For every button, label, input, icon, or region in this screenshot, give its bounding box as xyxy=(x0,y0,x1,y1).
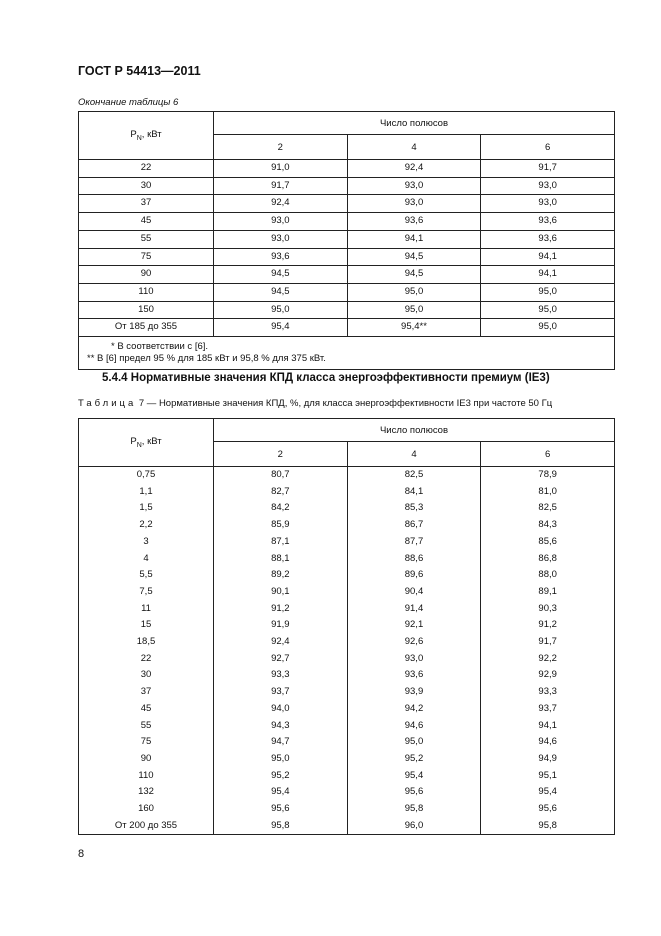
table-row xyxy=(79,584,615,601)
power-cell: 90 xyxy=(79,266,214,284)
table-row xyxy=(79,701,615,718)
table-row xyxy=(79,484,615,501)
table-row xyxy=(79,230,615,248)
efficiency-cell: 85,9 xyxy=(214,517,348,534)
efficiency-cell: 95,4 xyxy=(347,768,481,785)
efficiency-cell: 89,6 xyxy=(347,567,481,584)
table-row xyxy=(79,768,615,785)
power-cell: 4 xyxy=(79,551,214,568)
efficiency-cell: 91,9 xyxy=(214,617,348,634)
efficiency-cell: 92,7 xyxy=(214,651,348,668)
note-1: * В соответствии с [6]. xyxy=(111,341,209,353)
table-row xyxy=(79,283,615,301)
table-row xyxy=(79,160,615,178)
efficiency-cell: 93,6 xyxy=(347,213,481,231)
power-cell: 7,5 xyxy=(79,584,214,601)
efficiency-cell: 95,4 xyxy=(214,784,348,801)
power-cell: 110 xyxy=(79,768,214,785)
power-cell: 11 xyxy=(79,601,214,618)
power-cell: 0,75 xyxy=(79,467,214,484)
efficiency-cell: 93,6 xyxy=(347,667,481,684)
efficiency-cell: 95,0 xyxy=(481,283,615,301)
table-row xyxy=(79,266,615,284)
efficiency-cell: 93,9 xyxy=(347,684,481,701)
efficiency-cell: 91,2 xyxy=(214,601,348,618)
efficiency-cell: 94,5 xyxy=(347,266,481,284)
efficiency-cell: 95,0 xyxy=(347,734,481,751)
efficiency-cell: 91,4 xyxy=(347,601,481,618)
table-row xyxy=(79,301,615,319)
efficiency-cell: 82,7 xyxy=(214,484,348,501)
efficiency-cell: 95,6 xyxy=(347,784,481,801)
efficiency-cell: 88,0 xyxy=(481,567,615,584)
power-cell: 75 xyxy=(79,734,214,751)
power-cell: 37 xyxy=(79,684,214,701)
efficiency-cell: 91,7 xyxy=(481,634,615,651)
efficiency-cell: 95,2 xyxy=(214,768,348,785)
efficiency-cell: 95,1 xyxy=(481,768,615,785)
table-row xyxy=(79,195,615,213)
power-column-header: $P_N$, кВт xyxy=(79,112,214,160)
table-note xyxy=(79,337,615,370)
efficiency-cell: 92,1 xyxy=(347,617,481,634)
efficiency-cell: 91,2 xyxy=(481,617,615,634)
efficiency-cell: 90,3 xyxy=(481,601,615,618)
power-cell: 160 xyxy=(79,801,214,818)
efficiency-cell: 87,1 xyxy=(214,534,348,551)
document-header: ГОСТ Р 54413—2011 xyxy=(78,64,201,78)
table-row xyxy=(79,467,615,484)
efficiency-cell: 95,6 xyxy=(481,801,615,818)
efficiency-cell: 93,6 xyxy=(481,230,615,248)
power-column-header: $P_N$, кВт xyxy=(79,419,214,467)
power-cell: 37 xyxy=(79,195,214,213)
efficiency-cell: 92,9 xyxy=(481,667,615,684)
efficiency-cell: 82,5 xyxy=(347,467,481,484)
power-cell: 110 xyxy=(79,283,214,301)
efficiency-cell: 78,9 xyxy=(481,467,615,484)
efficiency-cell: 86,8 xyxy=(481,551,615,568)
table-row xyxy=(79,319,615,337)
efficiency-cell: 95,8 xyxy=(347,801,481,818)
efficiency-cell: 82,5 xyxy=(481,500,615,517)
efficiency-cell: 94,6 xyxy=(347,718,481,735)
efficiency-cell: 93,3 xyxy=(214,667,348,684)
note-2: ** В [6] предел 95 % для 185 кВт и 95,8 % для 375 кВт. xyxy=(87,353,326,365)
efficiency-cell: 84,3 xyxy=(481,517,615,534)
efficiency-cell: 94,6 xyxy=(481,734,615,751)
efficiency-cell: 94,1 xyxy=(347,230,481,248)
pole-header: 4 xyxy=(347,135,481,160)
power-cell: 1,1 xyxy=(79,484,214,501)
efficiency-cell: 93,7 xyxy=(481,701,615,718)
efficiency-cell: 95,4** xyxy=(347,319,481,337)
table-row xyxy=(79,500,615,517)
efficiency-cell: 95,0 xyxy=(481,319,615,337)
power-cell: 132 xyxy=(79,784,214,801)
table-row xyxy=(79,667,615,684)
efficiency-cell: 84,1 xyxy=(347,484,481,501)
table-row xyxy=(79,534,615,551)
efficiency-cell: 88,6 xyxy=(347,551,481,568)
efficiency-cell: 93,7 xyxy=(214,684,348,701)
table-row xyxy=(79,718,615,735)
efficiency-cell: 92,4 xyxy=(214,195,348,213)
efficiency-cell: 86,7 xyxy=(347,517,481,534)
power-cell: 5,5 xyxy=(79,567,214,584)
power-cell: 2,2 xyxy=(79,517,214,534)
efficiency-cell: 81,0 xyxy=(481,484,615,501)
efficiency-cell: 89,1 xyxy=(481,584,615,601)
table-row xyxy=(79,751,615,768)
efficiency-cell: 94,5 xyxy=(214,283,348,301)
page-number: 8 xyxy=(78,848,85,860)
efficiency-cell: 95,0 xyxy=(347,301,481,319)
power-cell: 55 xyxy=(79,230,214,248)
power-cell: 18,5 xyxy=(79,634,214,651)
efficiency-cell: 93,0 xyxy=(347,195,481,213)
table-7-caption: Таблица 7 — Нормативные значения КПД, %, для класса энергоэффективности IE3 при частоте 50 Гц xyxy=(78,398,553,409)
efficiency-cell: 85,6 xyxy=(481,534,615,551)
efficiency-cell: 93,6 xyxy=(214,248,348,266)
efficiency-cell: 93,0 xyxy=(214,213,348,231)
efficiency-cell: 84,2 xyxy=(214,500,348,517)
power-cell: 30 xyxy=(79,667,214,684)
efficiency-cell: 89,2 xyxy=(214,567,348,584)
efficiency-cell: 90,4 xyxy=(347,584,481,601)
efficiency-cell: 94,3 xyxy=(214,718,348,735)
efficiency-cell: 85,3 xyxy=(347,500,481,517)
table-row xyxy=(79,801,615,818)
power-cell: 3 xyxy=(79,534,214,551)
table-row xyxy=(79,551,615,568)
power-cell: 150 xyxy=(79,301,214,319)
efficiency-cell: 92,4 xyxy=(214,634,348,651)
power-cell: От 200 до 355 xyxy=(79,818,214,835)
efficiency-cell: 93,6 xyxy=(481,213,615,231)
pole-header: 2 xyxy=(214,442,348,467)
efficiency-cell: 93,0 xyxy=(347,651,481,668)
efficiency-cell: 95,8 xyxy=(481,818,615,835)
table-continuation-label: Окончание таблицы 6 xyxy=(78,97,179,108)
power-cell: От 185 до 355 xyxy=(79,319,214,337)
efficiency-cell: 95,0 xyxy=(214,301,348,319)
power-cell: 90 xyxy=(79,751,214,768)
efficiency-cell: 93,0 xyxy=(214,230,348,248)
efficiency-cell: 94,7 xyxy=(214,734,348,751)
efficiency-cell: 93,0 xyxy=(481,195,615,213)
efficiency-cell: 94,1 xyxy=(481,248,615,266)
power-cell: 15 xyxy=(79,617,214,634)
table-row xyxy=(79,248,615,266)
efficiency-cell: 92,4 xyxy=(347,160,481,178)
pole-header: 4 xyxy=(347,442,481,467)
efficiency-cell: 92,6 xyxy=(347,634,481,651)
efficiency-cell: 91,7 xyxy=(481,160,615,178)
table-row xyxy=(79,601,615,618)
efficiency-cell: 94,0 xyxy=(214,701,348,718)
efficiency-cell: 93,3 xyxy=(481,684,615,701)
efficiency-cell: 94,5 xyxy=(347,248,481,266)
power-cell: 45 xyxy=(79,701,214,718)
table-row xyxy=(79,634,615,651)
power-cell: 75 xyxy=(79,248,214,266)
table-row xyxy=(79,818,615,835)
pole-header: 2 xyxy=(214,135,348,160)
efficiency-table-7 xyxy=(78,418,615,835)
poles-header: Число полюсов xyxy=(214,112,615,135)
power-cell: 30 xyxy=(79,177,214,195)
efficiency-cell: 91,0 xyxy=(214,160,348,178)
efficiency-cell: 95,0 xyxy=(481,301,615,319)
table-row xyxy=(79,567,615,584)
table-row xyxy=(79,684,615,701)
efficiency-cell: 91,7 xyxy=(214,177,348,195)
efficiency-cell: 90,1 xyxy=(214,584,348,601)
poles-header: Число полюсов xyxy=(214,419,615,442)
efficiency-cell: 88,1 xyxy=(214,551,348,568)
section-heading: 5.4.4 Нормативные значения КПД класса энергоэффективности премиум (IE3) xyxy=(102,372,550,384)
power-cell: 55 xyxy=(79,718,214,735)
power-cell: 1,5 xyxy=(79,500,214,517)
efficiency-cell: 94,5 xyxy=(214,266,348,284)
table-row xyxy=(79,651,615,668)
efficiency-cell: 95,6 xyxy=(214,801,348,818)
table-row xyxy=(79,617,615,634)
efficiency-cell: 95,8 xyxy=(214,818,348,835)
efficiency-cell: 92,2 xyxy=(481,651,615,668)
efficiency-cell: 95,4 xyxy=(214,319,348,337)
efficiency-cell: 87,7 xyxy=(347,534,481,551)
table-row xyxy=(79,734,615,751)
efficiency-cell: 93,0 xyxy=(481,177,615,195)
power-cell: 22 xyxy=(79,160,214,178)
efficiency-cell: 94,1 xyxy=(481,266,615,284)
efficiency-cell: 95,0 xyxy=(214,751,348,768)
efficiency-cell: 80,7 xyxy=(214,467,348,484)
pole-header: 6 xyxy=(481,442,615,467)
efficiency-cell: 95,2 xyxy=(347,751,481,768)
efficiency-cell: 96,0 xyxy=(347,818,481,835)
power-cell: 22 xyxy=(79,651,214,668)
efficiency-cell: 95,0 xyxy=(347,283,481,301)
table-row xyxy=(79,177,615,195)
power-cell: 45 xyxy=(79,213,214,231)
efficiency-cell: 94,2 xyxy=(347,701,481,718)
pole-header: 6 xyxy=(481,135,615,160)
table-row xyxy=(79,213,615,231)
efficiency-cell: 95,4 xyxy=(481,784,615,801)
table-row xyxy=(79,784,615,801)
efficiency-table-6 xyxy=(78,111,615,370)
efficiency-cell: 93,0 xyxy=(347,177,481,195)
table-row xyxy=(79,517,615,534)
efficiency-cell: 94,9 xyxy=(481,751,615,768)
efficiency-cell: 94,1 xyxy=(481,718,615,735)
